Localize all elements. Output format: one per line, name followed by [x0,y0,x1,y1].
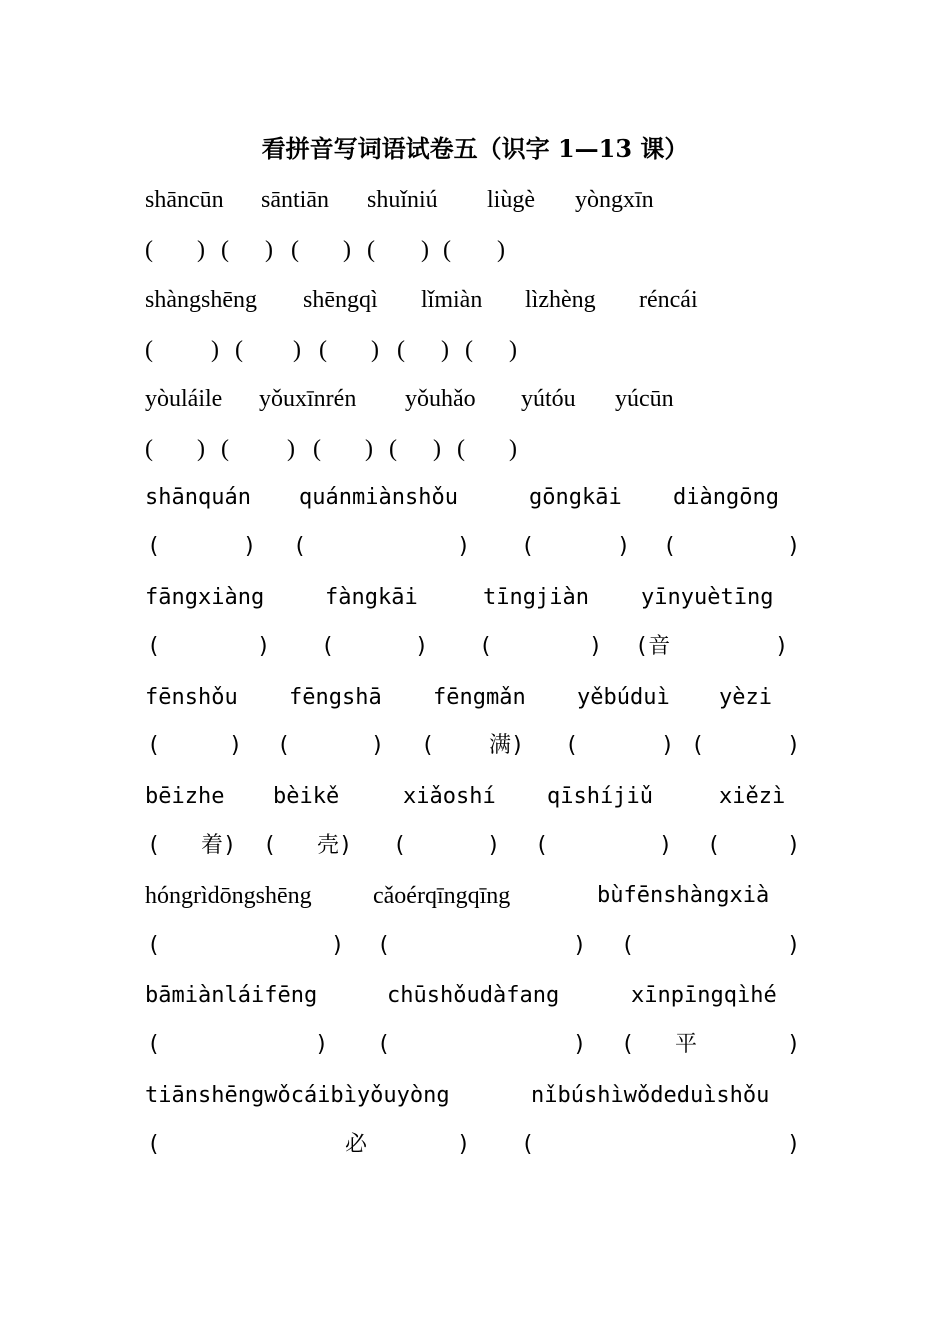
answer-open: ( [663,534,677,559]
answer-close: ) [589,634,603,659]
answer-close: ) [433,436,441,462]
pinyin-word: chūshǒudàfang [387,983,560,1008]
answer-open: ( [621,1032,635,1057]
answer-close: ) [265,237,273,263]
pinyin-row-5 [145,581,805,615]
pinyin-word: shānquán [145,485,251,510]
answer-close: ) [787,534,801,559]
pinyin-row-4 [145,481,805,515]
answer-close: ) [293,337,301,363]
answer-close: ) [421,237,429,263]
page-title: 看拼音写词语试卷五（识字 1—13 课） [261,134,689,163]
answer-close-prefilled: 满) [489,733,525,758]
pinyin-row-9 [145,979,805,1013]
answer-row-9 [145,1028,805,1062]
answer-close: ) [617,534,631,559]
answer-open: ( [235,337,243,363]
answer-close: ) [573,1032,587,1057]
answer-close: ) [661,733,675,758]
answer-close: ) [457,534,471,559]
answer-close: ) [331,933,345,958]
answer-open: ( [565,733,579,758]
pinyin-word: nǐbúshìwǒdeduìshǒu [531,1083,770,1108]
answer-open: ( [535,833,549,858]
pinyin-word: yòngxīn [575,187,654,213]
answer-open: ( [277,733,291,758]
pinyin-word: yútóu [521,386,576,412]
answer-open: ( [421,733,435,758]
answer-close: ) [415,634,429,659]
answer-open: ( [313,436,321,462]
answer-close: ) [509,337,517,363]
answer-row-7 [145,829,805,863]
answer-close: ) [787,833,801,858]
answer-open: ( [389,436,397,462]
pinyin-row-3 [145,382,805,416]
answer-close: ) [371,733,385,758]
pinyin-word: bùfēnshàngxià [597,883,770,908]
answer-close-prefilled: 着) [201,833,237,858]
answer-open: ( [443,237,451,263]
answer-open: ( [291,237,299,263]
pinyin-word: quánmiànshǒu [299,485,458,510]
pinyin-row-2 [145,283,805,317]
pinyin-word: liùgè [487,187,535,213]
pinyin-word: shuǐniú [367,187,438,213]
answer-open: ( [319,337,327,363]
pinyin-row-8 [145,879,805,913]
pinyin-word: yúcūn [615,386,674,412]
pinyin-word: qīshíjiǔ [547,784,653,809]
answer-close: ) [787,1032,801,1057]
answer-close: ) [659,833,673,858]
pinyin-row-7 [145,780,805,814]
pinyin-word: diàngōng [673,485,779,510]
answer-open: ( [145,337,153,363]
pinyin-row-6 [145,681,805,715]
pinyin-word: fāngxiàng [145,585,265,610]
answer-close: ) [787,933,801,958]
answer-row-1 [145,233,805,267]
pinyin-word: sāntiān [261,187,329,213]
answer-close: ) [775,634,789,659]
pinyin-word: gōngkāi [529,485,622,510]
answer-open: ( [263,833,277,858]
pinyin-word: bèikě [273,784,340,809]
answer-open: ( [147,733,161,758]
answer-close: ) [229,733,243,758]
answer-open: ( [147,534,161,559]
answer-close: ) [243,534,257,559]
answer-open: ( [221,436,229,462]
answer-open: ( [147,833,161,858]
pinyin-word: yǒuhǎo [405,386,476,412]
answer-close: ) [343,237,351,263]
answer-open: ( [293,534,307,559]
pinyin-word: fēngmǎn [433,685,526,710]
pinyin-word: réncái [639,287,698,313]
pinyin-word: shēngqì [303,287,378,313]
answer-open: ( [321,634,335,659]
pinyin-word: yòuláile [145,386,223,412]
answer-open: ( [367,237,375,263]
answer-open: ( [691,733,705,758]
answer-close: ) [257,634,271,659]
pinyin-word: tiānshēngwǒcáibìyǒuyòng [145,1083,450,1108]
pinyin-word: xīnpīngqìhé [631,983,777,1008]
pinyin-word: xiězì [719,784,786,809]
pinyin-word: yǒuxīnrén [259,386,357,412]
pinyin-word: shàngshēng [145,287,257,313]
answer-row-2 [145,333,805,367]
answer-open: ( [521,534,535,559]
pinyin-word: yěbúduì [577,685,670,710]
pinyin-word: bāmiànláifēng [145,983,318,1008]
pinyin-word: shāncūn [145,187,224,213]
answer-close: ) [197,436,205,462]
pinyin-word: yèzi [719,685,772,710]
answer-open-prefilled: (音 [635,634,671,659]
answer-close: ) [365,436,373,462]
answer-open: ( [377,933,391,958]
answer-close: ) [497,237,505,263]
answer-row-6 [145,729,805,763]
pinyin-word: fàngkāi [325,585,418,610]
answer-close: ) [315,1032,329,1057]
answer-close: ) [211,337,219,363]
answer-row-3 [145,432,805,466]
answer-close: ) [441,337,449,363]
pinyin-word: fēngshā [289,685,382,710]
pinyin-word: tīngjiàn [483,585,589,610]
answer-close: ) [787,1132,801,1157]
answer-close: ) [197,237,205,263]
answer-close: ) [371,337,379,363]
answer-prefilled-char: 平 [675,1032,698,1057]
pinyin-word: yīnyuètīng [641,585,774,610]
answer-row-4 [145,530,805,564]
pinyin-word: lìzhèng [525,287,596,313]
answer-open: ( [457,436,465,462]
answer-open: ( [521,1132,535,1157]
pinyin-word: cǎoérqīngqīng [373,883,511,909]
answer-open: ( [621,933,635,958]
answer-open: ( [479,634,493,659]
pinyin-word: lǐmiàn [421,287,483,313]
answer-row-10 [145,1128,805,1162]
answer-close: ) [573,933,587,958]
answer-row-8 [145,929,805,963]
answer-close-prefilled: 壳) [317,833,353,858]
pinyin-row-10 [145,1079,805,1113]
answer-open: ( [145,237,153,263]
answer-prefilled-char: 必 [345,1132,368,1157]
pinyin-word: bēizhe [145,784,225,809]
answer-open: ( [147,933,161,958]
answer-open: ( [147,1032,161,1057]
answer-close: ) [509,436,517,462]
answer-close: ) [287,436,295,462]
answer-open: ( [145,436,153,462]
pinyin-word: xiǎoshí [403,784,496,809]
answer-close: ) [787,733,801,758]
pinyin-row-1 [145,183,805,217]
answer-open: ( [147,1132,161,1157]
pinyin-word: hóngrìdōngshēng [145,883,312,909]
answer-close: ) [457,1132,471,1157]
answer-open: ( [221,237,229,263]
answer-open: ( [465,337,473,363]
pinyin-word: fēnshǒu [145,685,238,710]
answer-open: ( [377,1032,391,1057]
answer-open: ( [397,337,405,363]
answer-open: ( [147,634,161,659]
answer-row-5 [145,630,805,664]
answer-close: ) [487,833,501,858]
answer-open: ( [707,833,721,858]
answer-open: ( [393,833,407,858]
